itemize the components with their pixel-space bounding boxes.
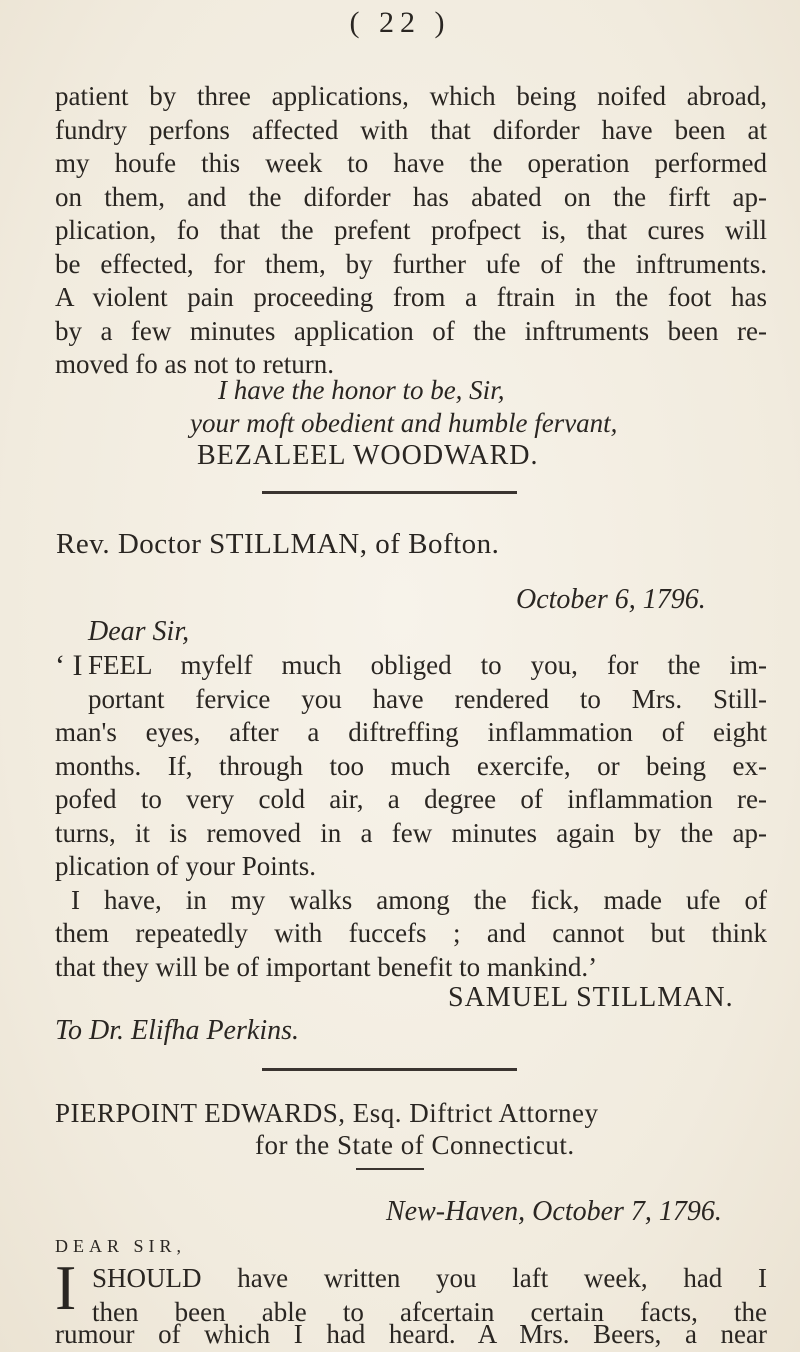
text-line: FEEL myfelf much obliged to you, for the im- (88, 650, 767, 680)
text-line: months. If, through too much exercife, or being ex- (55, 750, 767, 781)
text-line: plication of your Points. (55, 851, 316, 881)
signature: SAMUEL STILLMAN. (448, 982, 734, 1013)
text-line: rumour of which I had heard. A Mrs. Beers, a near (55, 1319, 767, 1349)
drop-cap: I (55, 1252, 77, 1323)
letter-heading-subline: for the State of Connecticut. (255, 1130, 575, 1160)
page-number: ( 22 ) (349, 6, 451, 39)
text-line: man's eyes, after a diftreffing inflammation of eight (55, 717, 767, 747)
text-line: moved fo as not to return. (55, 349, 334, 379)
divider-rule (262, 491, 517, 494)
salutation: DEAR SIR, (55, 1236, 187, 1256)
text-line: portant fervice you have rendered to Mrs. Still- (88, 683, 767, 714)
text-line: that they will be of important benefit to mankind.’ (55, 951, 598, 982)
text-line: patient by three applications, which being noifed abroad, (55, 81, 767, 111)
text-line: by a few minutes application of the inftruments been re- (55, 315, 767, 346)
letter1-body (55, 80, 767, 382)
addressee: To Dr. Elifha Perkins. (55, 1015, 299, 1046)
letter-date: New-Haven, October 7, 1796. (386, 1196, 722, 1227)
text-line: my houfe this week to have the operation performed (55, 148, 767, 178)
salutation: Dear Sir, (88, 616, 190, 647)
text-line: them repeatedly with fuccefs ; and cannot but think (55, 918, 767, 948)
text-line: on them, and the diforder has abated on the firft ap- (55, 181, 767, 212)
text-line: be effected, for them, by further ufe of the inftruments. (55, 248, 767, 279)
text-line: pofed to very cold air, a degree of inflammation re- (55, 784, 767, 814)
text-line: turns, it is removed in a few minutes again by the ap- (55, 817, 767, 848)
letter2-body-first (88, 649, 767, 716)
text-line: then been able to afcertain certain facts, the (92, 1296, 767, 1327)
closing-line: I have the honor to be, Sir, (218, 375, 505, 405)
text-line: SHOULD have written you laft week, had I (92, 1263, 767, 1293)
signature: BEZALEEL WOODWARD. (197, 440, 539, 471)
text-line: plication, fo that the prefent profpect is, that cures will (55, 215, 767, 245)
divider-rule (262, 1068, 517, 1071)
letter3-body (55, 1318, 767, 1352)
drop-cap: ‘ I (55, 649, 83, 682)
short-divider-rule (356, 1168, 424, 1170)
letter2-body (55, 716, 767, 984)
letter-date: October 6, 1796. (516, 584, 706, 615)
text-line: I have, in my walks among the fick, made ufe of (71, 884, 767, 915)
closing-line: your moft obedient and humble fervant, (190, 408, 618, 438)
text-line: fundry perfons affected with that diforder have been at (55, 114, 767, 145)
letter-heading: Rev. Doctor STILLMAN, of Bofton. (56, 528, 500, 560)
letter-heading: PIERPOINT EDWARDS, Esq. Diftrict Attorney (55, 1098, 599, 1128)
text-line: A violent pain proceeding from a ftrain in the foot has (55, 282, 767, 312)
